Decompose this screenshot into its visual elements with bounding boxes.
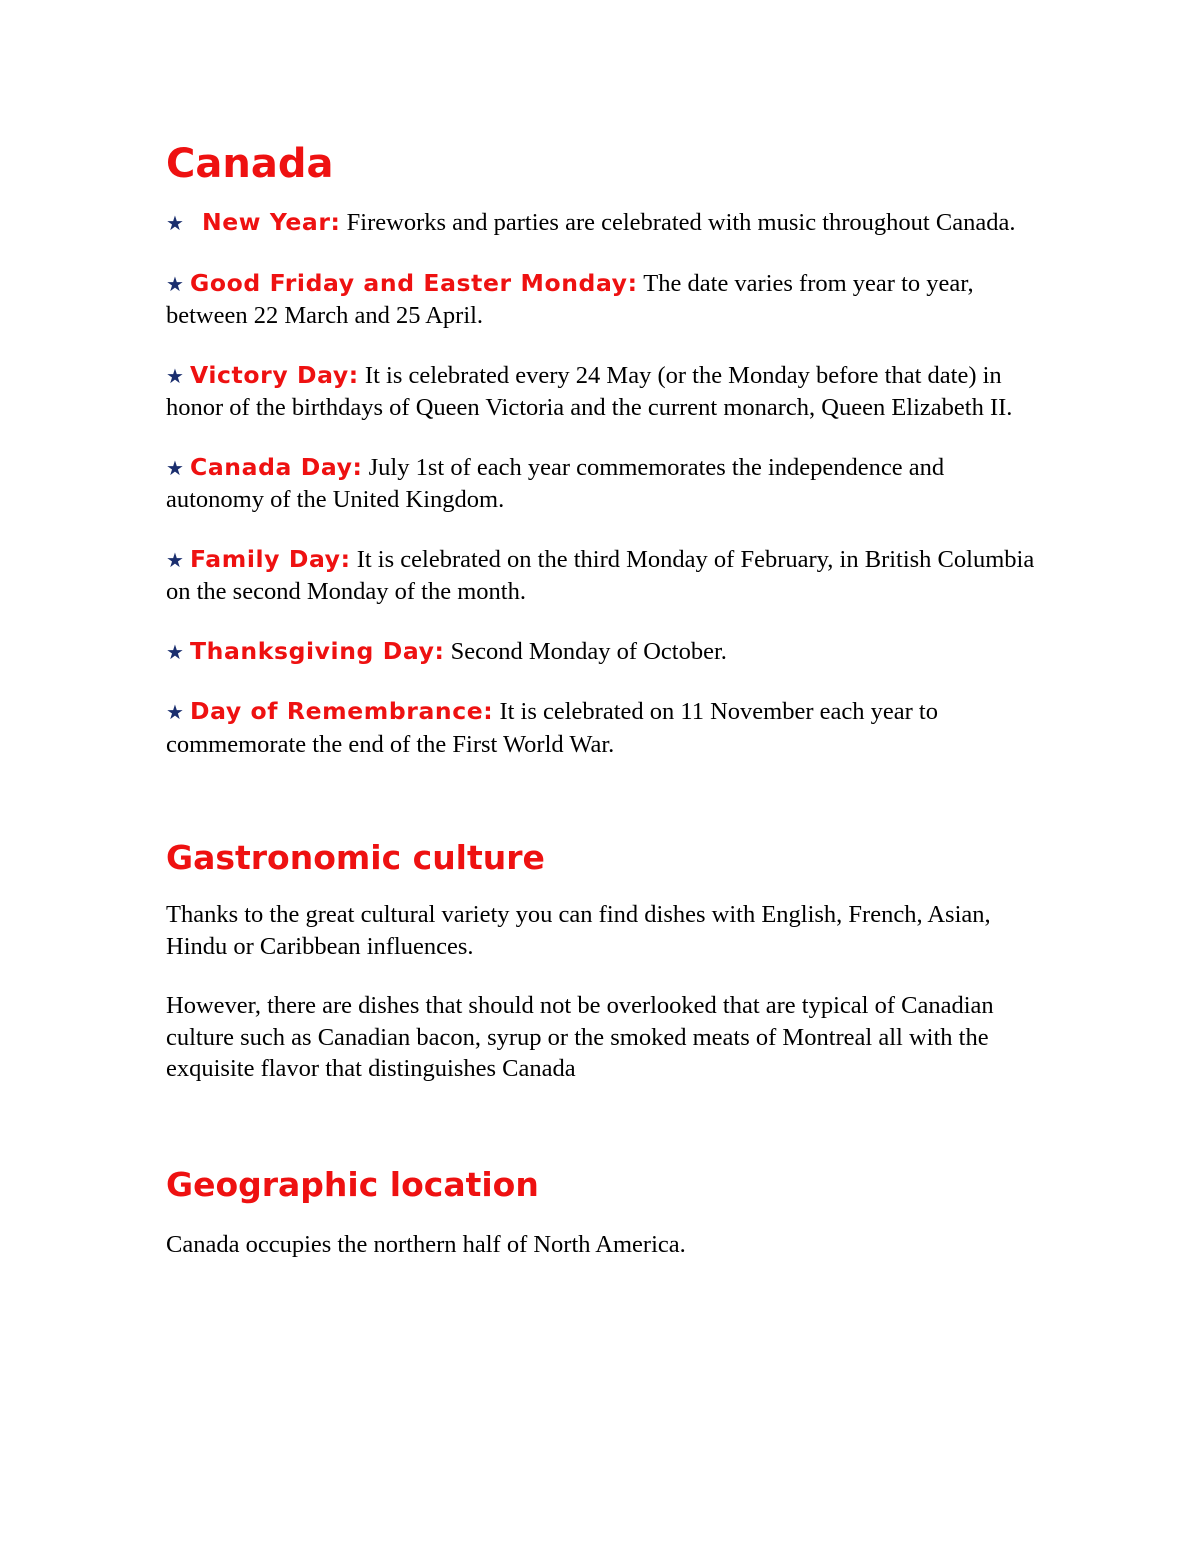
holiday-item	[166, 360, 1046, 424]
holiday-label: New Year:	[202, 208, 341, 236]
holiday-item	[166, 544, 1046, 608]
star-icon: ★	[166, 455, 184, 480]
gastronomy-paragraph: Thanks to the great cultural variety you can find dishes with English, French, Asian, Hindu or Caribbean influences.	[166, 901, 991, 960]
holiday-item	[166, 268, 1046, 332]
star-icon: ★	[166, 547, 184, 572]
holiday-list	[166, 207, 1046, 760]
page-title: Canada	[166, 141, 334, 187]
document-page	[166, 136, 1046, 1288]
holiday-description: The date varies from year to year, between 22 March and 25 April.	[166, 269, 974, 329]
holiday-description: Second Monday of October.	[444, 637, 727, 665]
holiday-label: Thanksgiving Day:	[190, 636, 445, 665]
holiday-description: It is celebrated on 11 November each year to commemorate the end of the First World War.	[166, 698, 938, 758]
geography-paragraph: Canada occupies the northern half of North America.	[166, 1230, 686, 1258]
section-heading-gastronomy: Gastronomic culture	[166, 838, 545, 877]
holiday-label: Victory Day:	[190, 360, 359, 389]
holiday-label: Good Friday and Easter Monday:	[190, 268, 638, 297]
star-icon: ★	[166, 700, 184, 724]
holiday-item	[166, 696, 1046, 760]
star-icon: ★	[166, 211, 184, 235]
star-icon: ★	[166, 363, 184, 388]
holiday-description: July 1st of each year commemorates the independence and autonomy of the United Kingdom.	[166, 453, 945, 513]
star-icon: ★	[166, 639, 184, 664]
holiday-label: Family Day:	[190, 544, 351, 573]
holiday-item	[166, 207, 1046, 240]
section-heading-geography: Geographic location	[166, 1164, 539, 1204]
holiday-label: Canada Day:	[190, 452, 363, 481]
star-icon: ★	[166, 271, 184, 296]
holiday-item	[166, 452, 1046, 516]
holiday-label: Day of Remembrance:	[190, 697, 494, 725]
holiday-item	[166, 636, 1046, 669]
gastronomy-paragraph: However, there are dishes that should not be overlooked that are typical of Canadian culture such as Canadian bacon, syrup or the smoked meats of Montreal all with the exquisite flavor that distinguishes Canada	[166, 992, 994, 1082]
holiday-description: It is celebrated on the third Monday of February, in British Columbia on the second Monday of the month.	[166, 545, 1035, 605]
holiday-description: Fireworks and parties are celebrated with music throughout Canada.	[340, 209, 1016, 236]
holiday-description: It is celebrated every 24 May (or the Monday before that date) in honor of the birthdays of Queen Victoria and the current monarch, Queen Elizabeth II.	[166, 361, 1013, 421]
